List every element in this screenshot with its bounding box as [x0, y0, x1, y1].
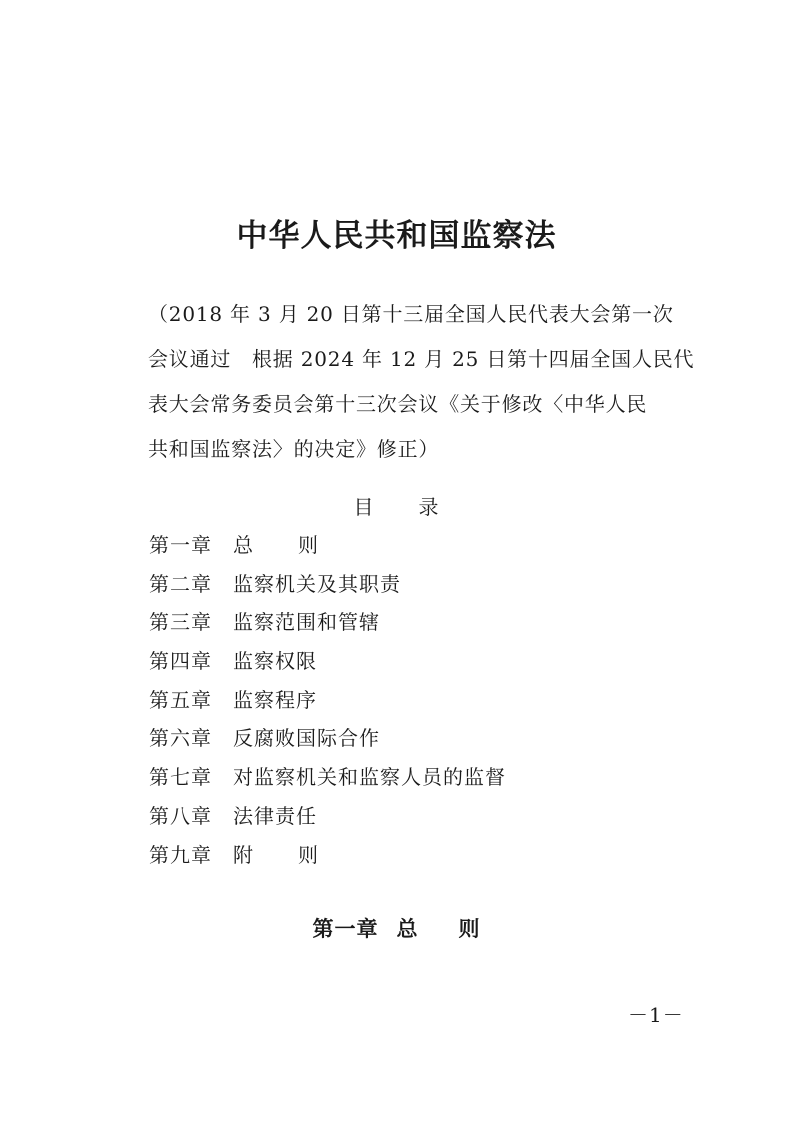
toc-item	[149, 528, 669, 567]
toc-chapter-number: 第六章	[149, 726, 212, 751]
toc-heading-right: 录	[418, 495, 440, 519]
preamble-line: 共和国监察法〉的决定》修正）	[148, 437, 440, 461]
chapter-heading-title-part: 总	[396, 916, 419, 941]
chapter-heading-title-part: 则	[458, 916, 481, 941]
preamble-line: 表大会常务委员会第十三次会议《关于修改〈中华人民	[148, 392, 648, 416]
preamble-line: 会议通过 根据 2024 年 12 月 25 日第十四届全国人民代	[148, 347, 695, 371]
toc-chapter-title: 对监察机关和监察人员的监督	[233, 765, 506, 790]
toc-heading	[0, 492, 793, 522]
table-of-contents	[149, 528, 669, 876]
toc-heading-left: 目	[353, 495, 375, 519]
toc-item	[149, 838, 669, 877]
toc-chapter-title: 反腐败国际合作	[233, 726, 380, 751]
toc-chapter-number: 第九章	[149, 842, 212, 867]
toc-chapter-title: 法律责任	[233, 803, 317, 828]
toc-chapter-title: 监察权限	[233, 649, 317, 674]
toc-item	[149, 799, 669, 838]
toc-chapter-title-part: 则	[298, 842, 319, 867]
preamble	[148, 292, 695, 472]
toc-item	[149, 721, 669, 760]
document-title: 中华人民共和国监察法	[236, 218, 557, 254]
toc-chapter-number: 第五章	[149, 687, 212, 712]
toc-chapter-title: 监察机关及其职责	[233, 571, 401, 596]
toc-item	[149, 683, 669, 722]
toc-chapter-number: 第七章	[149, 765, 212, 790]
page-number: －1－	[628, 1003, 684, 1027]
toc-chapter-number: 第一章	[149, 533, 212, 557]
toc-chapter-title-part: 则	[298, 533, 319, 557]
toc-chapter-title: 监察程序	[233, 687, 317, 712]
chapter-heading	[0, 912, 793, 946]
toc-item	[149, 605, 669, 644]
toc-chapter-number: 第八章	[149, 803, 212, 828]
toc-chapter-number: 第四章	[149, 649, 212, 674]
toc-item	[149, 644, 669, 683]
chapter-heading-number: 第一章	[312, 916, 379, 941]
toc-chapter-title: 监察范围和管辖	[233, 610, 380, 635]
toc-chapter-number: 第三章	[149, 610, 212, 635]
toc-chapter-title-part: 总	[233, 533, 254, 557]
toc-chapter-title-part: 附	[233, 842, 254, 867]
toc-item	[149, 760, 669, 799]
toc-chapter-number: 第二章	[149, 571, 212, 596]
toc-item	[149, 567, 669, 606]
preamble-line: （2018 年 3 月 20 日第十三届全国人民代表大会第一次	[148, 302, 674, 326]
